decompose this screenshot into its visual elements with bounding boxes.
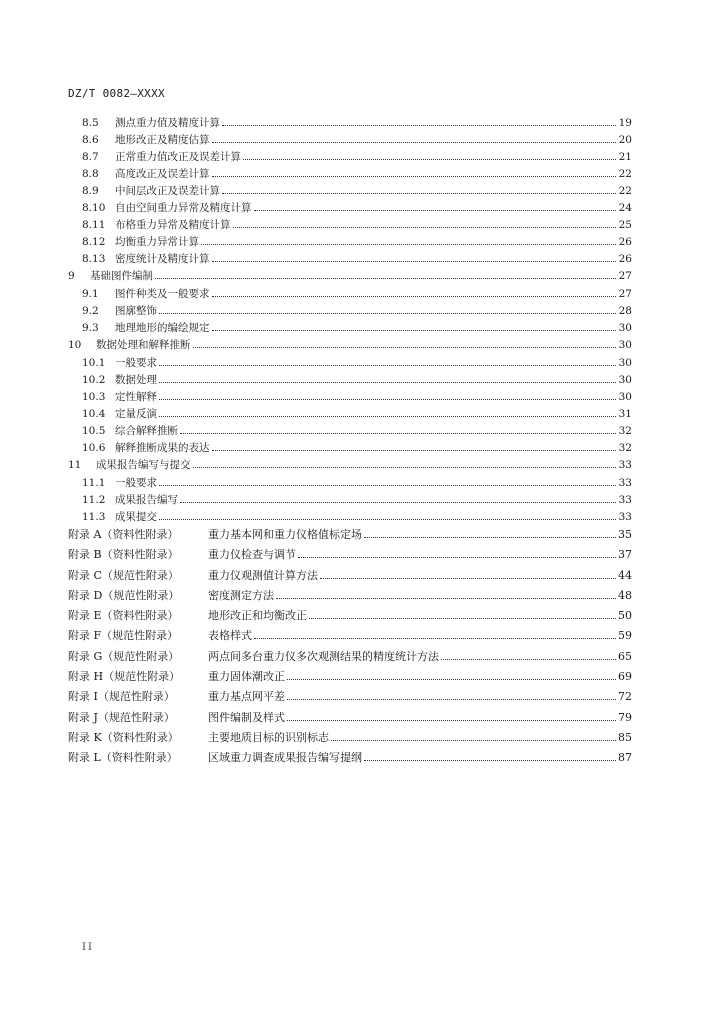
toc-entry-page: 69 <box>618 670 632 684</box>
toc-entry-page: 22 <box>618 168 632 180</box>
toc-entry-title: 定性解释 <box>115 391 157 403</box>
dot-leader <box>159 304 616 314</box>
dot-leader <box>276 589 616 599</box>
toc-entry[interactable] <box>68 234 632 251</box>
toc-entry-number: 附录 F（规范性附录） <box>68 629 179 643</box>
toc-entry-title: 基础图件编制 <box>90 270 153 282</box>
dot-leader <box>159 510 616 520</box>
toc-entry-number: 8.7 <box>82 151 99 163</box>
toc-entry-number: 8.6 <box>82 134 99 146</box>
dot-leader <box>180 493 616 503</box>
toc-entry-number: 10.5 <box>82 425 106 437</box>
toc-entry-page: 32 <box>618 425 632 437</box>
dot-leader <box>159 476 616 486</box>
dot-leader <box>212 321 617 331</box>
toc-entry-title: 重力基点网平差 <box>208 690 285 704</box>
toc-entry-title: 主要地质目标的识别标志 <box>208 730 329 744</box>
toc-entry-title: 成果提交 <box>115 511 157 523</box>
toc-entry-number: 附录 A（资料性附录） <box>68 528 179 541</box>
toc-entry-number: 附录 D（规范性附录） <box>68 588 180 602</box>
toc-entry-title: 地形改正及精度估算 <box>115 134 210 146</box>
toc-appendix-entry[interactable] <box>68 546 632 566</box>
table-of-contents <box>68 115 632 770</box>
toc-entry-title: 正常重力值改正及误差计算 <box>115 151 241 163</box>
dot-leader <box>254 629 616 639</box>
toc-entry[interactable] <box>68 183 632 200</box>
toc-entry-title: 数据处理 <box>115 374 157 386</box>
dot-leader <box>155 269 616 279</box>
toc-entry-number: 附录 H（规范性附录） <box>68 670 181 684</box>
document-code-header: DZ/T 0082—XXXX <box>68 87 165 100</box>
toc-entry-page: 21 <box>618 151 632 163</box>
dot-leader <box>222 116 616 126</box>
toc-entry-title: 图件种类及一般要求 <box>115 288 210 300</box>
toc-entry-title: 测点重力值及精度计算 <box>115 117 220 129</box>
toc-entry-page: 50 <box>618 609 632 623</box>
toc-entry-page: 33 <box>618 511 632 523</box>
toc-entry-number: 附录 L（资料性附录） <box>68 751 178 765</box>
dot-leader <box>331 731 616 741</box>
toc-entry-title: 成果报告编写与提交 <box>96 459 191 471</box>
toc-entry-title: 解释推断成果的表达 <box>115 442 210 454</box>
toc-entry-title: 密度统计及精度计算 <box>115 253 210 265</box>
toc-entry[interactable] <box>68 475 632 492</box>
toc-entry[interactable] <box>68 115 632 132</box>
toc-entry-page: 25 <box>618 219 632 231</box>
toc-entry-page: 79 <box>618 710 632 724</box>
dot-leader <box>193 458 617 468</box>
toc-entry-number: 9 <box>68 270 75 282</box>
toc-entry-title: 图件编制及样式 <box>208 710 285 724</box>
toc-entry-page: 30 <box>618 339 632 351</box>
toc-entry-title: 一般要求 <box>115 357 157 369</box>
toc-entry-title: 自由空间重力异常及精度计算 <box>115 202 252 214</box>
toc-entry-page: 35 <box>618 528 632 541</box>
toc-entry[interactable] <box>68 355 632 372</box>
toc-entry-page: 24 <box>618 202 632 214</box>
toc-entry-title: 图廓整饰 <box>115 305 157 317</box>
toc-entry-page: 28 <box>618 305 632 317</box>
dot-leader <box>364 528 616 538</box>
toc-entry-title: 地形改正和均衡改正 <box>208 609 307 623</box>
toc-entry[interactable] <box>68 337 632 355</box>
toc-entry-number: 10.6 <box>82 442 106 454</box>
toc-entry-page: 72 <box>618 690 632 704</box>
toc-entry-number: 10.2 <box>82 374 106 386</box>
toc-appendix-entry[interactable] <box>68 526 632 546</box>
toc-entry-page: 27 <box>618 270 632 282</box>
toc-entry-page: 37 <box>618 548 632 562</box>
toc-entry-page: 26 <box>618 236 632 248</box>
toc-entry-title: 中间层改正及误差计算 <box>115 185 220 197</box>
toc-entry-number: 11.2 <box>82 494 106 506</box>
toc-entry-page: 59 <box>618 629 632 643</box>
toc-entry-page: 26 <box>618 253 632 265</box>
dot-leader <box>233 218 617 228</box>
dot-leader <box>222 184 616 194</box>
toc-entry-number: 附录 J（规范性附录） <box>68 710 175 724</box>
toc-entry-title: 布格重力异常及精度计算 <box>115 219 231 231</box>
dot-leader <box>201 235 616 245</box>
toc-entry-page: 44 <box>618 568 632 582</box>
toc-appendix-entry[interactable] <box>68 607 632 627</box>
dot-leader <box>159 390 616 400</box>
toc-appendix-entry[interactable] <box>68 587 632 607</box>
toc-entry-number: 8.10 <box>82 202 106 214</box>
dot-leader <box>287 690 616 700</box>
toc-appendix-entry[interactable] <box>68 668 632 688</box>
toc-entry-number: 9.3 <box>82 322 99 334</box>
toc-entry[interactable] <box>68 457 632 475</box>
dot-leader <box>212 441 617 451</box>
toc-entry-title: 定量反演 <box>115 408 157 420</box>
toc-entry-number: 附录 E（资料性附录） <box>68 609 179 623</box>
toc-entry[interactable] <box>68 268 632 286</box>
toc-entry-page: 30 <box>618 322 632 334</box>
toc-entry[interactable] <box>68 286 632 303</box>
toc-entry[interactable] <box>68 200 632 217</box>
toc-entry-page: 27 <box>618 288 632 300</box>
toc-entry[interactable] <box>68 320 632 337</box>
toc-entry-title: 数据处理和解释推断 <box>96 339 191 351</box>
toc-appendix-entry[interactable] <box>68 709 632 729</box>
toc-entry-title: 密度测定方法 <box>208 588 274 602</box>
toc-entry-number: 10.3 <box>82 391 106 403</box>
toc-entry-page: 30 <box>618 374 632 386</box>
dot-leader <box>320 569 616 579</box>
toc-appendix-entry[interactable] <box>68 648 632 668</box>
toc-entry[interactable] <box>68 406 632 423</box>
toc-entry-number: 10.4 <box>82 408 106 420</box>
dot-leader <box>287 711 616 721</box>
toc-entry-number: 附录 C（规范性附录） <box>68 568 179 582</box>
dot-leader <box>180 424 616 434</box>
dot-leader <box>309 609 616 619</box>
toc-entry-number: 11 <box>68 459 82 471</box>
toc-entry-page: 48 <box>618 588 632 602</box>
dot-leader <box>159 373 616 383</box>
dot-leader <box>298 548 616 558</box>
toc-entry-number: 11.1 <box>82 477 106 489</box>
toc-entry-number: 附录 I（规范性附录） <box>68 690 175 704</box>
toc-entry[interactable] <box>68 389 632 406</box>
toc-entry-title: 地理地形的编绘规定 <box>115 322 210 334</box>
toc-entry[interactable] <box>68 149 632 166</box>
toc-entry-number: 9.1 <box>82 288 99 300</box>
toc-appendix-entry[interactable] <box>68 627 632 647</box>
dot-leader <box>193 338 617 348</box>
toc-appendix-entry[interactable] <box>68 567 632 587</box>
toc-entry[interactable] <box>68 509 632 526</box>
toc-entry-page: 30 <box>618 357 632 369</box>
toc-entry-number: 11.3 <box>82 511 106 523</box>
toc-entry-number: 8.12 <box>82 236 106 248</box>
dot-leader <box>212 287 617 297</box>
toc-entry[interactable] <box>68 217 632 234</box>
toc-entry-page: 20 <box>618 134 632 146</box>
toc-entry-page: 22 <box>618 185 632 197</box>
toc-entry-number: 8.11 <box>82 219 106 231</box>
toc-entry[interactable] <box>68 440 632 457</box>
toc-entry-page: 19 <box>618 117 632 129</box>
toc-entry[interactable] <box>68 423 632 440</box>
toc-entry[interactable] <box>68 166 632 183</box>
toc-entry-title: 重力基本网和重力仪格值标定场 <box>208 528 362 541</box>
dot-leader <box>212 133 617 143</box>
toc-entry[interactable] <box>68 251 632 268</box>
toc-entry-number: 8.13 <box>82 253 106 265</box>
dot-leader <box>159 356 616 366</box>
toc-entry-page: 30 <box>618 391 632 403</box>
toc-entry-title: 重力仪检查与调节 <box>208 548 296 562</box>
dot-leader <box>287 670 616 680</box>
toc-entry[interactable] <box>68 372 632 389</box>
toc-appendix-entry[interactable] <box>68 688 632 708</box>
toc-entry-title: 重力仪观测值计算方法 <box>208 568 318 582</box>
page-number: II <box>82 942 94 953</box>
dot-leader <box>243 150 616 160</box>
toc-entry[interactable] <box>68 132 632 149</box>
toc-entry-title: 两点间多台重力仪多次观测结果的精度统计方法 <box>208 649 439 663</box>
toc-entry-page: 87 <box>618 751 632 765</box>
toc-entry-page: 33 <box>618 459 632 471</box>
toc-entry-page: 33 <box>618 494 632 506</box>
dot-leader <box>254 201 617 211</box>
toc-entry-number: 8.8 <box>82 168 99 180</box>
toc-entry-page: 32 <box>618 442 632 454</box>
toc-entry-number: 8.9 <box>82 185 99 197</box>
toc-entry-title: 高度改正及误差计算 <box>115 168 210 180</box>
toc-entry-number: 附录 K（资料性附录） <box>68 730 179 744</box>
toc-entry-title: 均衡重力异常计算 <box>115 236 199 248</box>
toc-entry-title: 成果报告编写 <box>115 494 178 506</box>
toc-entry-title: 一般要求 <box>115 477 157 489</box>
toc-entry-page: 31 <box>618 408 632 420</box>
toc-entry-title: 综合解释推断 <box>115 425 178 437</box>
dot-leader <box>441 650 616 660</box>
toc-entry-number: 附录 B（资料性附录） <box>68 548 179 562</box>
toc-entry-page: 33 <box>618 477 632 489</box>
toc-entry[interactable] <box>68 492 632 509</box>
toc-entry-number: 附录 G（规范性附录） <box>68 649 180 663</box>
dot-leader <box>159 407 616 417</box>
toc-entry[interactable] <box>68 303 632 320</box>
toc-appendix-entry[interactable] <box>68 749 632 769</box>
toc-entry-title: 重力固体潮改正 <box>208 670 285 684</box>
toc-entry-title: 表格样式 <box>208 629 252 643</box>
dot-leader <box>212 252 617 262</box>
toc-entry-page: 85 <box>618 730 632 744</box>
toc-entry-number: 10.1 <box>82 357 106 369</box>
dot-leader <box>212 167 617 177</box>
toc-entry-number: 9.2 <box>82 305 99 317</box>
toc-entry-page: 65 <box>618 649 632 663</box>
dot-leader <box>364 751 616 761</box>
toc-entry-number: 8.5 <box>82 117 99 129</box>
toc-entry-title: 区域重力调查成果报告编写提纲 <box>208 751 362 765</box>
toc-appendix-entry[interactable] <box>68 729 632 749</box>
toc-entry-number: 10 <box>68 339 82 351</box>
